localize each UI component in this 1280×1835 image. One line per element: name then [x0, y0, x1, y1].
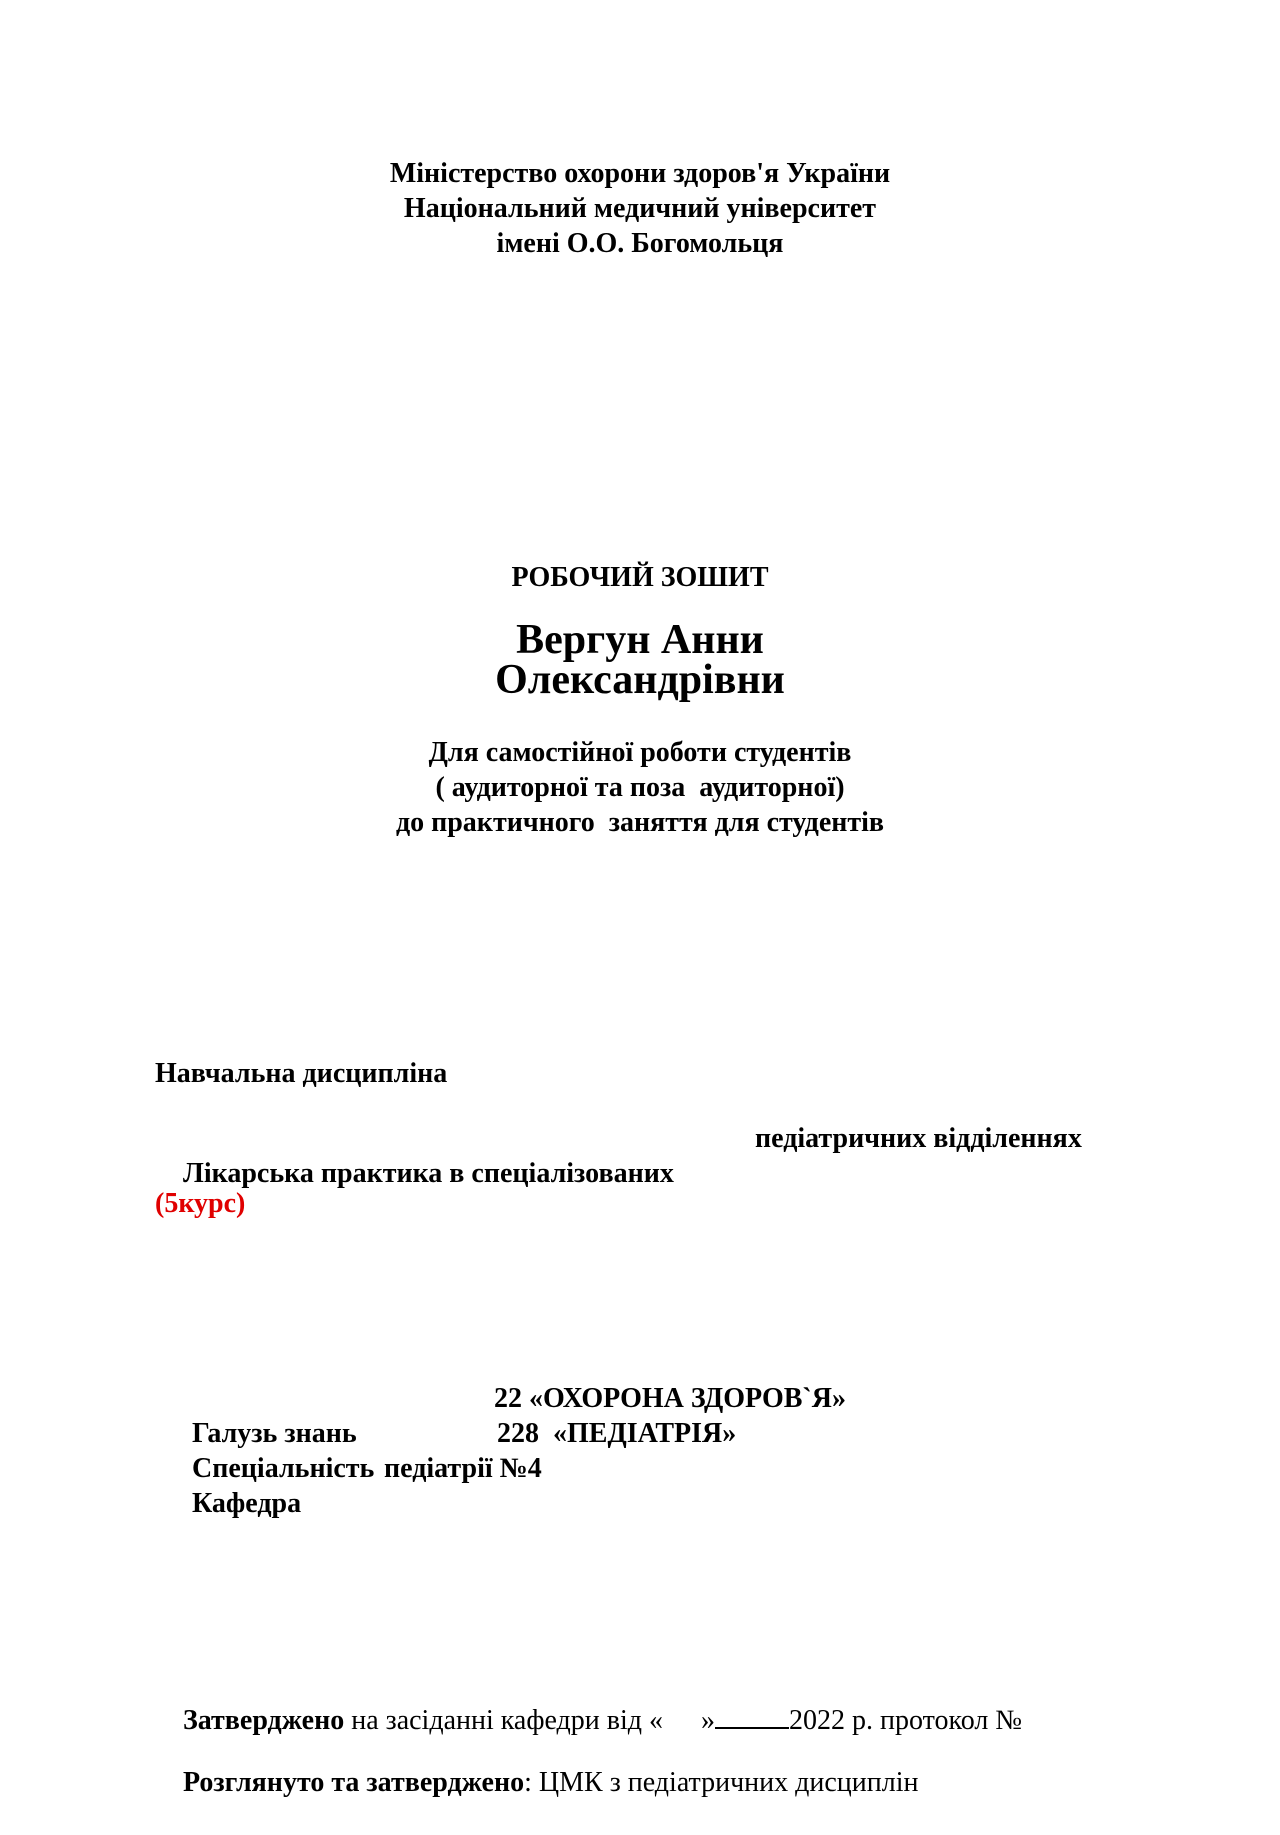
purpose-line-1: Для самостійної роботи студентів — [428, 737, 852, 768]
approved-year-protocol: 2022 р. протокол № — [789, 1705, 1023, 1736]
knowledge-field-value: 22 «ОХОРОНА ЗДОРОВ`Я» — [494, 1383, 846, 1414]
university-dedication: імені О.О. Богомольця — [496, 228, 784, 259]
knowledge-field-label: Галузь знань — [192, 1418, 357, 1449]
student-name — [0, 617, 1280, 703]
workbook-purpose — [0, 735, 1280, 840]
date-month-blank — [715, 1701, 789, 1729]
discipline-label: Навчальна дисципліна — [155, 1058, 448, 1089]
department-row — [164, 1451, 542, 1591]
document-title — [0, 560, 1280, 595]
purpose-line-3: до практичного заняття для студентів — [395, 807, 885, 838]
approved-text: на засіданні кафедри від « — [344, 1705, 664, 1736]
discipline-name-part-1: Лікарська практика в спеціалізованих — [183, 1158, 674, 1189]
student-surname-name: Вергун Анни — [516, 617, 764, 663]
specialty-label: Спеціальність — [192, 1453, 375, 1484]
department-label: Кафедра — [192, 1488, 302, 1519]
ministry-name: Міністерство охорони здоров'я України — [389, 158, 891, 189]
university-name: Національний медичний університет — [403, 193, 877, 224]
approved-label: Затверджено — [183, 1705, 345, 1736]
student-patronymic: Олександрівни — [495, 657, 785, 703]
ministry-header — [0, 156, 1280, 261]
approved-quote-close: » — [701, 1705, 716, 1736]
reviewed-text: : ЦМК з педіатричних дисциплін — [524, 1767, 919, 1798]
department-value: педіатрії №4 — [384, 1453, 542, 1484]
discipline-name-part-2: педіатричних відділеннях — [755, 1123, 1082, 1154]
purpose-line-2: ( аудиторної та поза аудиторної) — [435, 772, 845, 803]
specialty-value: 228 «ПЕДІАТРІЯ» — [497, 1418, 737, 1449]
reviewed-label: Розглянуто та затверджено — [183, 1767, 525, 1798]
title-text: РОБОЧИЙ ЗОШИТ — [511, 562, 769, 593]
review-statement — [155, 1730, 919, 1835]
course-label: (5курс) — [155, 1188, 246, 1219]
